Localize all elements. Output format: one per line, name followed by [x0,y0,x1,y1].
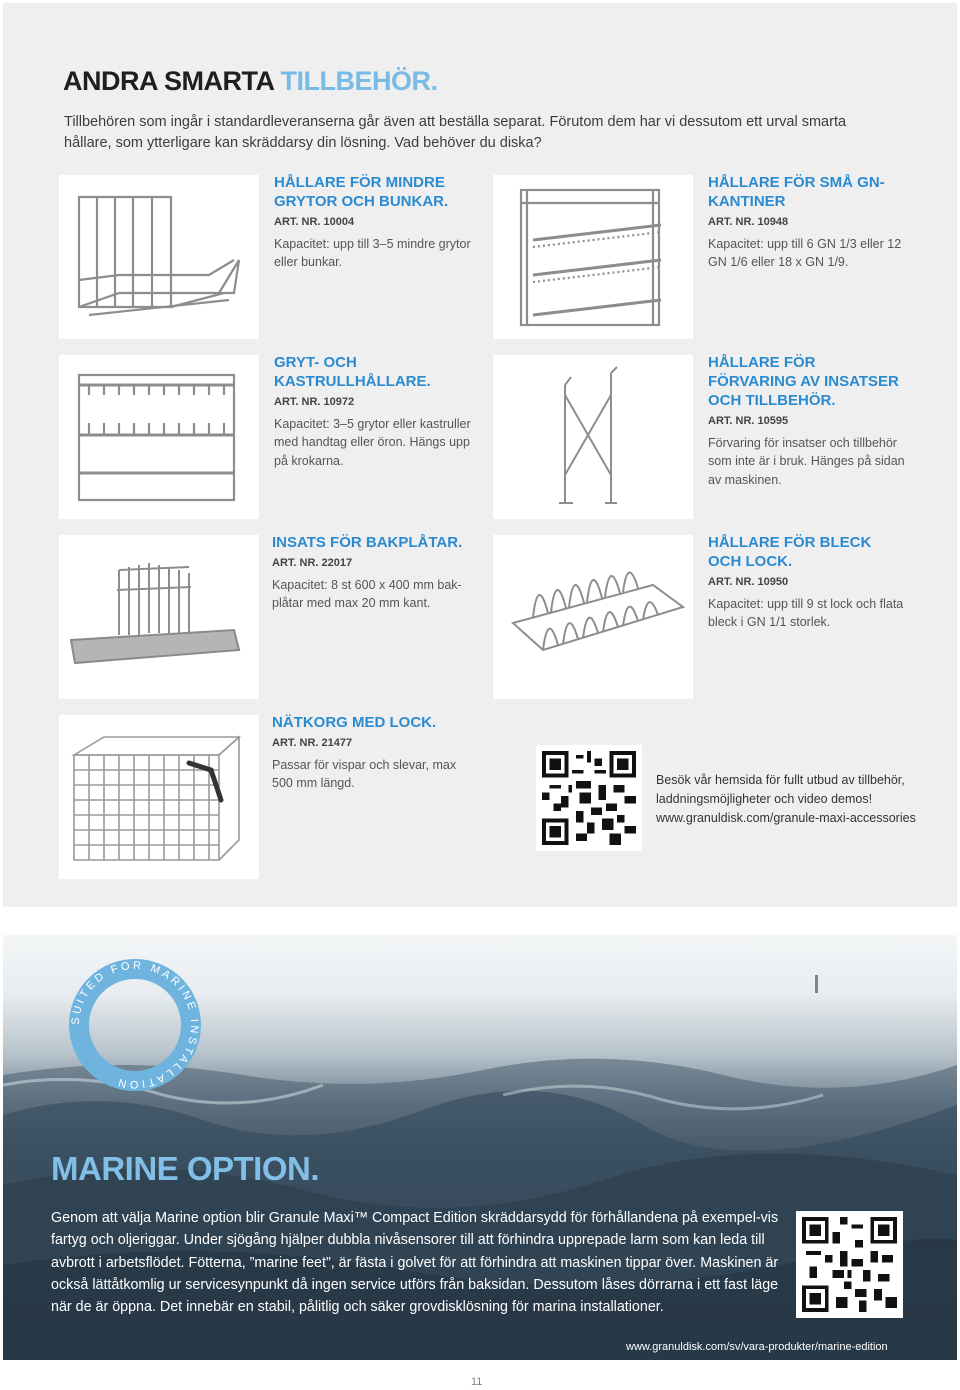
marine-section [3,935,957,1360]
product-image-pot-holder [59,175,259,339]
product-art-number: ART. NR. 21477 [272,737,353,749]
product-storage-holder [708,353,908,489]
product-description: Kapacitet: upp till 9 st lock och flata bleck i GN 1/1 storlek. [708,596,904,629]
product-description: Kapacitet: 8 st 600 x 400 mm bak-plåtar med max 20 mm kant. [272,577,462,610]
intro-text: Tillbehören som ingår i standardleveranserna går även att beställa separat. Förutom dem har vi dessutom ett urval smarta hållare, som ytterligare kan skräddarsy din lösning. Vad behöver du diska? [64,114,847,151]
product-title: HÅLLARE FÖR MINDRE GRYTOR OCH BUNKAR. [274,174,449,210]
qr-caption-text: Besök vår hemsida för fullt utbud av tillbehör, laddningsmöjligheter och video demos! [656,773,905,806]
product-description: Kapacitet: upp till 6 GN 1/3 eller 12 GN 1/6 eller 18 x GN 1/9. [708,236,902,269]
product-lid-holder [708,533,908,632]
product-title: HÅLLARE FÖR SMÅ GN-KANTINER [708,174,885,210]
marine-url[interactable]: www.granuldisk.com/sv/vara-produkter/marine-edition [626,1341,888,1353]
product-title: INSATS FÖR BAKPLÅTAR. [272,534,463,551]
product-description: Förvaring för insatser och tillbehör som inte är i bruk. Hänges på sidan av maskinen. [708,435,905,487]
product-title: HÅLLARE FÖR BLECK OCH LOCK. [708,534,872,570]
marine-title: MARINE OPTION. [51,1150,320,1187]
product-image-mesh-basket [59,715,259,879]
page-number: 11 [471,1376,483,1388]
product-mesh-basket [272,713,472,793]
product-image-storage-holder [493,355,693,519]
product-art-number: ART. NR. 10948 [708,216,789,228]
product-pan-holder [274,353,474,470]
product-title: GRYT- OCH KASTRULLHÅLLARE. [274,354,431,390]
qr-code-accessories[interactable] [536,745,642,851]
product-art-number: ART. NR. 10972 [274,396,355,408]
product-image-pan-holder [59,355,259,519]
product-art-number: ART. NR. 10004 [274,216,355,228]
product-pot-holder [274,173,474,272]
product-description: Kapacitet: 3–5 grytor eller kastruller med handtag eller öron. Hängs upp på krokarna. [274,416,471,468]
product-image-lid-holder [493,535,693,699]
product-title: NÄTKORG MED LOCK. [272,714,437,731]
product-art-number: ART. NR. 22017 [272,557,353,569]
qr-code-marine[interactable] [796,1211,903,1318]
heading-dark: ANDRA SMARTA [63,66,274,96]
marine-text: Genom att välja Marine option blir Granule Maxi™ Compact Edition skräddarsydd för förhållandena på exempel-vis fartyg och oljeriggar. Under sjögång hjälper dubbla nivåsensorer till att förhindra upprepade larm som kan leda till avbrott i arbetsflödet. Fötterna, ”marine feet”, är fästa i golvet för att förhindra att maskinen tippar över. Maskinen är också lättåtkomlig ur servicesynpunkt då ingen service utförs från baksidan. Dessutom låses dörrarna i ett fast läge när de är öppna. Det innebär en stabil, pålitlig och säker grovdisklösning för marina installationer. [51,1210,779,1316]
product-image-gn-holder [493,175,693,339]
badge-text: SUITED FOR MARINE INSTALLATION [69,959,201,1091]
product-title: HÅLLARE FÖR FÖRVARING AV INSATSER OCH TILLBEHÖR. [708,354,899,409]
product-image-baking-insert [59,535,259,699]
product-baking-insert [272,533,472,613]
product-description: Kapacitet: upp till 3–5 mindre grytor eller bunkar. [274,236,471,269]
marine-badge [65,955,205,1095]
accessories-url[interactable]: www.granuldisk.com/granule-maxi-accessories [656,811,916,825]
product-art-number: ART. NR. 10950 [708,576,789,588]
page-heading [63,66,438,97]
heading-accent: TILLBEHÖR. [280,66,438,96]
product-gn-holder [708,173,908,272]
product-art-number: ART. NR. 10595 [708,415,789,427]
product-description: Passar för vispar och slevar, max 500 mm längd. [272,757,457,790]
qr-caption [656,771,926,828]
